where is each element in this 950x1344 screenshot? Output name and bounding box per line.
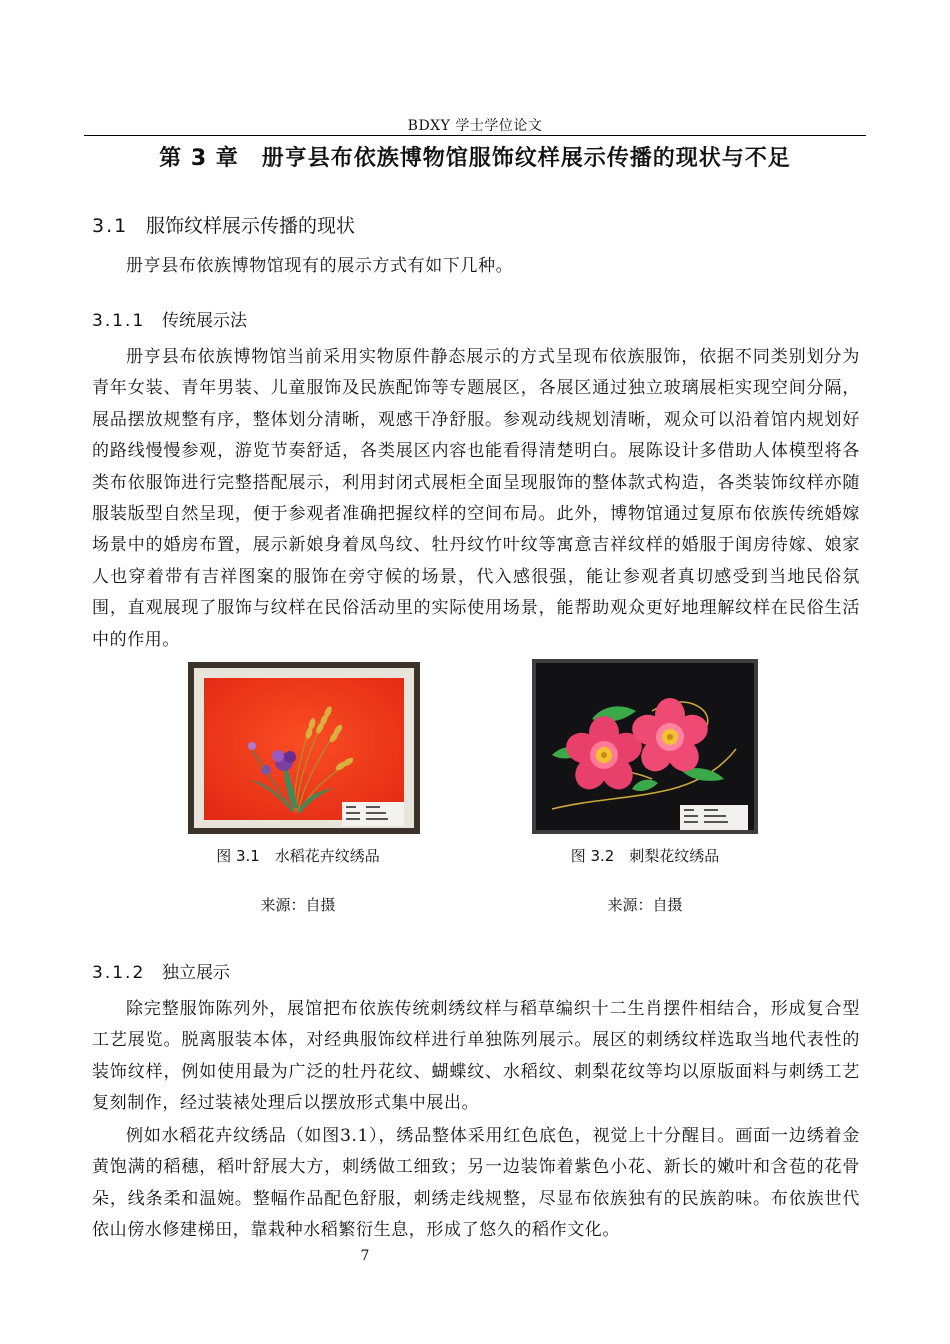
- body-paragraph-independent-display: 除完整服饰陈列外，展馆把布依族传统刺绣纹样与稻草编织十二生肖摆件相结合，形成复合型工艺展览。脱离服装本体，对经典服饰纹样进行单独陈列展示。展区的刺绣纹样选取当地代表性的装饰纹样，例如使用最为广泛的牡丹花纹、蝴蝶纹、水稻纹、刺梨花纹等均以原版面料与刺绣工艺复刻制作，经过装裱处理后以摆放形式集中展出。: [92, 999, 860, 1114]
- section-title: 独立展示: [162, 963, 230, 983]
- section-heading-3-1: [92, 211, 355, 238]
- section-title: 传统展示法: [162, 311, 247, 331]
- figure-source-3-2: 来源：自摄: [607, 896, 683, 914]
- chapter-title: 第 3 章 册亨县布依族博物馆服饰纹样展示传播的现状与不足: [159, 146, 791, 171]
- section-intro-paragraph: 册亨县布依族博物馆现有的展示方式有如下几种。: [126, 256, 514, 276]
- header-rule: [84, 135, 866, 136]
- section-number: 3.1: [92, 215, 129, 237]
- section-heading-3-1-1: [92, 306, 247, 331]
- running-header: BDXY 学士学位论文: [407, 118, 543, 134]
- figure-source-3-1: 来源：自摄: [260, 896, 336, 914]
- figure-rice-flower-embroidery: [188, 662, 420, 834]
- section-heading-3-1-2: [92, 958, 230, 983]
- figure-prickly-pear-flower-embroidery: [532, 659, 758, 834]
- section-title: 服饰纹样展示传播的现状: [146, 215, 356, 237]
- body-paragraph-rice-embroidery: 例如水稻花卉纹绣品（如图3.1），绣品整体采用红色底色，视觉上十分醒目。画面一边绣着金黄饱满的稻穗，稻叶舒展大方，刺绣做工细致；另一边装饰着紫色小花、新长的嫩叶和含苞的花骨朵，线条柔和温婉。整幅作品配色舒服，刺绣走线规整，尽显布依族独有的民族韵味。布依族世代依山傍水修建梯田，靠栽种水稻繁衍生息，形成了悠久的稻作文化。: [92, 1126, 860, 1241]
- section-number: 3.1.1: [92, 311, 146, 331]
- body-paragraph-traditional-display: 册亨县布依族博物馆当前采用实物原件静态展示的方式呈现布依族服饰，依据不同类别划分为青年女装、青年男装、儿童服饰及民族配饰等专题展区，各展区通过独立玻璃展柜实现空间分隔，展品摆放规整有序，整体划分清晰，观感干净舒服。参观动线规划清晰，观众可以沿着馆内规划好的路线慢慢参观，游览节奏舒适，各类展区内容也能看得清楚明白。展陈设计多借助人体模型将各类布依服饰进行完整搭配展示，利用封闭式展柜全面呈现服饰的整体款式构造，各类装饰纹样亦随服装版型自然呈现，便于参观者准确把握纹样的空间布局。此外，博物馆通过复原布依族传统婚嫁场景中的婚房布置，展示新娘身着凤鸟纹、牡丹纹竹叶纹等寓意吉祥纹样的婚服于闺房待嫁、娘家人也穿着带有吉祥图案的服饰在旁守候的场景，代入感很强，能让参观者真切感受到当地民俗氛围，直观展现了服饰与纹样在民俗活动里的实际使用场景，能帮助观众更好地理解纹样在民俗生活中的作用。: [92, 347, 860, 650]
- rice-flower-embroidery-image: [188, 662, 420, 834]
- section-number: 3.1.2: [92, 963, 146, 983]
- page-number: 7: [360, 1248, 370, 1264]
- figure-caption-3-2: 图 3.2 刺梨花纹绣品: [570, 847, 720, 865]
- figure-caption-3-1: 图 3.1 水稻花卉纹绣品: [216, 847, 380, 865]
- prickly-pear-flower-embroidery-image: [532, 659, 758, 834]
